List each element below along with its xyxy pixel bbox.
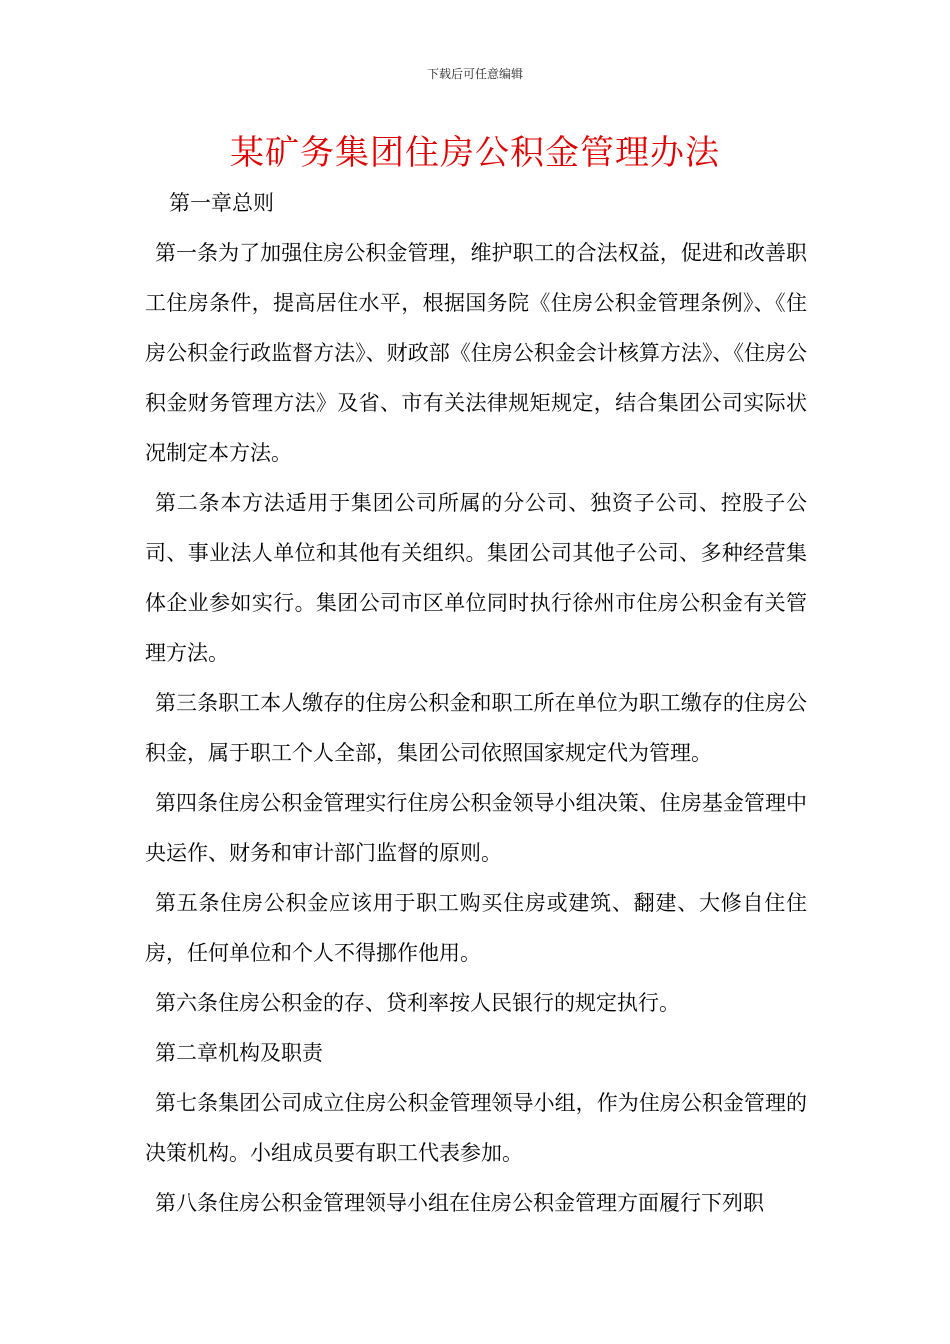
article-paragraph: 第五条住房公积金应该用于职工购买住房或建筑、翻建、大修自住住房，任何单位和个人不得挪作他用。: [145, 891, 807, 965]
article-paragraph: 第六条住房公积金的存、贷利率按人民银行的规定执行。: [155, 991, 680, 1015]
chapter-heading: 第二章机构及职责: [155, 1041, 323, 1065]
article-paragraph: 第八条住房公积金管理领导小组在住房公积金管理方面履行下列职: [155, 1191, 764, 1215]
document-title: 某矿务集团住房公积金管理办法: [230, 133, 720, 173]
article-paragraph: 第三条职工本人缴存的住房公积金和职工所在单位为职工缴存的住房公积金，属于职工个人全部，集团公司依照国家规定代为管理。: [145, 691, 807, 765]
document-body: [145, 178, 807, 1228]
article-paragraph: 第七条集团公司成立住房公积金管理领导小组，作为住房公积金管理的决策机构。小组成员要有职工代表参加。: [145, 1091, 807, 1165]
article-paragraph: 第一条为了加强住房公积金管理，维护职工的合法权益，促进和改善职工住房条件，提高居住水平，根据国务院《住房公积金管理条例》、《住房公积金行政监督方法》、财政部《住房公积金会计核算方法》、《住房公积金财务管理方法》及省、市有关法律规矩规定，结合集团公司实际状况制定本方法。: [145, 241, 807, 465]
header-note: 下载后可任意编辑: [426, 67, 523, 81]
article-paragraph: 第四条住房公积金管理实行住房公积金领导小组决策、住房基金管理中央运作、财务和审计部门监督的原则。: [145, 791, 807, 865]
chapter-heading: 第一章总则: [169, 191, 274, 215]
article-paragraph: 第二条本方法适用于集团公司所属的分公司、独资子公司、控股子公司、事业法人单位和其他有关组织。集团公司其他子公司、多种经营集体企业参如实行。集团公司市区单位同时执行徐州市住房公积金有关管理方法。: [145, 491, 807, 665]
